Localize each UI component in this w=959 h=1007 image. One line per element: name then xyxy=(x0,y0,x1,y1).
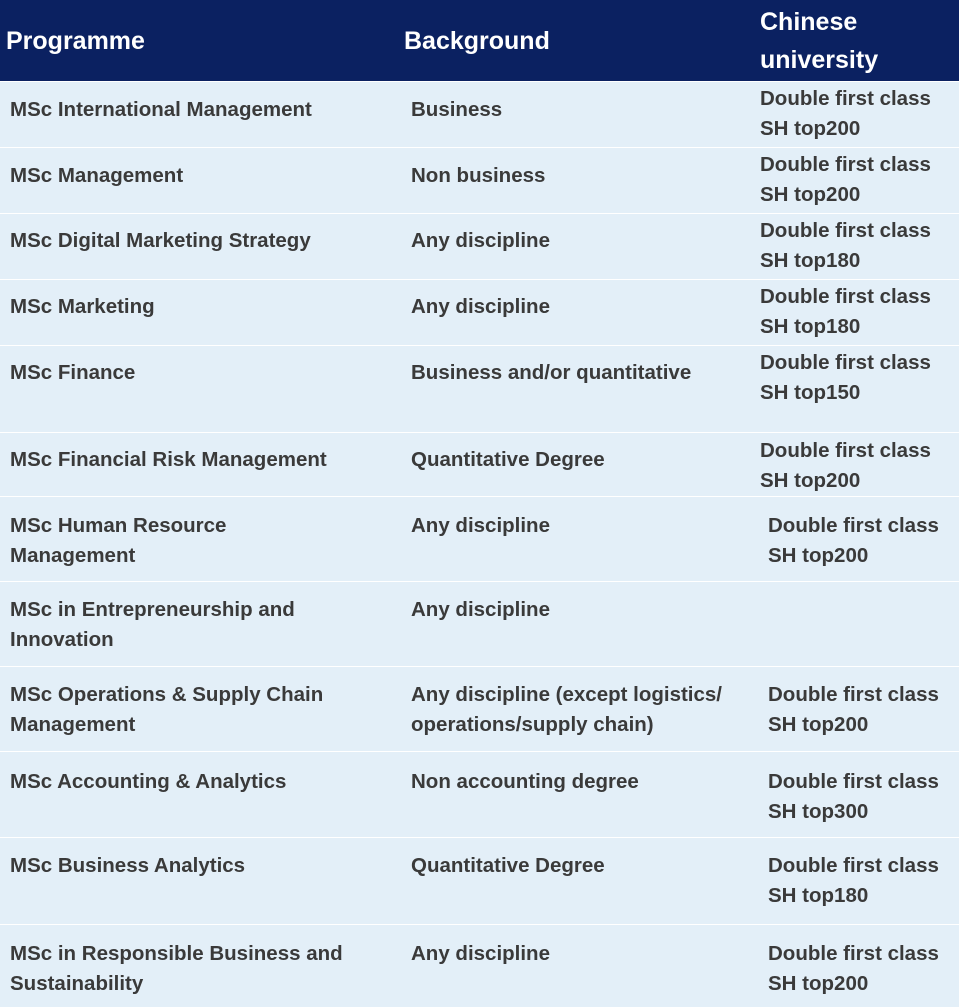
table-row xyxy=(0,147,959,213)
header-chinese-university-line2: university xyxy=(760,46,879,74)
background-cell: Non accounting degree xyxy=(411,770,639,793)
programme-cell: MSc Management xyxy=(10,164,184,187)
background-cell: Business xyxy=(411,98,503,121)
header-chinese-university-line1: Chinese xyxy=(760,8,858,36)
university-cell: Double first class SH top200 xyxy=(760,439,931,492)
programme-cell: MSc Finance xyxy=(10,361,136,384)
header-programme: Programme xyxy=(6,27,145,55)
table-row xyxy=(0,751,959,837)
background-cell: Any discipline xyxy=(411,598,550,621)
programme-cell: MSc Human Resource Management xyxy=(10,514,227,567)
table-header xyxy=(0,0,959,81)
table-row xyxy=(0,81,959,147)
table-row xyxy=(0,837,959,924)
background-cell: Any discipline (except logistics/ operations/supply chain) xyxy=(411,683,723,736)
university-cell: Double first class SH top200 xyxy=(768,514,939,567)
university-cell: Double first class SH top200 xyxy=(768,942,939,995)
table-row xyxy=(0,924,959,1007)
university-cell: Double first class SH top200 xyxy=(760,87,931,140)
table-row xyxy=(0,496,959,581)
background-cell: Any discipline xyxy=(411,229,550,252)
header-background: Background xyxy=(404,27,550,55)
programme-cell: MSc in Entrepreneurship and Innovation xyxy=(10,598,295,651)
programme-cell: MSc Accounting & Analytics xyxy=(10,770,287,793)
programme-cell: MSc Operations & Supply Chain Management xyxy=(10,683,324,736)
background-cell: Any discipline xyxy=(411,942,550,965)
university-cell: Double first class SH top180 xyxy=(760,285,931,338)
programme-cell: MSc in Responsible Business and Sustainability xyxy=(10,942,343,995)
programme-cell: MSc International Management xyxy=(10,98,312,121)
table-row xyxy=(0,666,959,751)
university-cell: Double first class SH top180 xyxy=(760,219,931,272)
university-cell: Double first class SH top300 xyxy=(768,770,939,823)
programme-cell: MSc Business Analytics xyxy=(10,854,246,877)
university-cell: Double first class SH top200 xyxy=(768,683,939,736)
table-row xyxy=(0,432,959,496)
programme-cell: MSc Financial Risk Management xyxy=(10,448,327,471)
university-cell: Double first class SH top180 xyxy=(768,854,939,907)
background-cell: Quantitative Degree xyxy=(411,448,605,471)
background-cell: Non business xyxy=(411,164,546,187)
university-cell: Double first class SH top150 xyxy=(760,351,931,404)
header-chinese-university xyxy=(760,3,878,79)
background-cell: Business and/or quantitative xyxy=(411,361,692,384)
programme-cell: MSc Digital Marketing Strategy xyxy=(10,229,311,252)
programme-cell: MSc Marketing xyxy=(10,295,155,318)
background-cell: Quantitative Degree xyxy=(411,854,605,877)
table-row xyxy=(0,213,959,279)
university-cell: Double first class SH top200 xyxy=(760,153,931,206)
table-row xyxy=(0,581,959,666)
background-cell: Any discipline xyxy=(411,514,550,537)
background-cell: Any discipline xyxy=(411,295,550,318)
table-row xyxy=(0,279,959,345)
table-row xyxy=(0,345,959,432)
